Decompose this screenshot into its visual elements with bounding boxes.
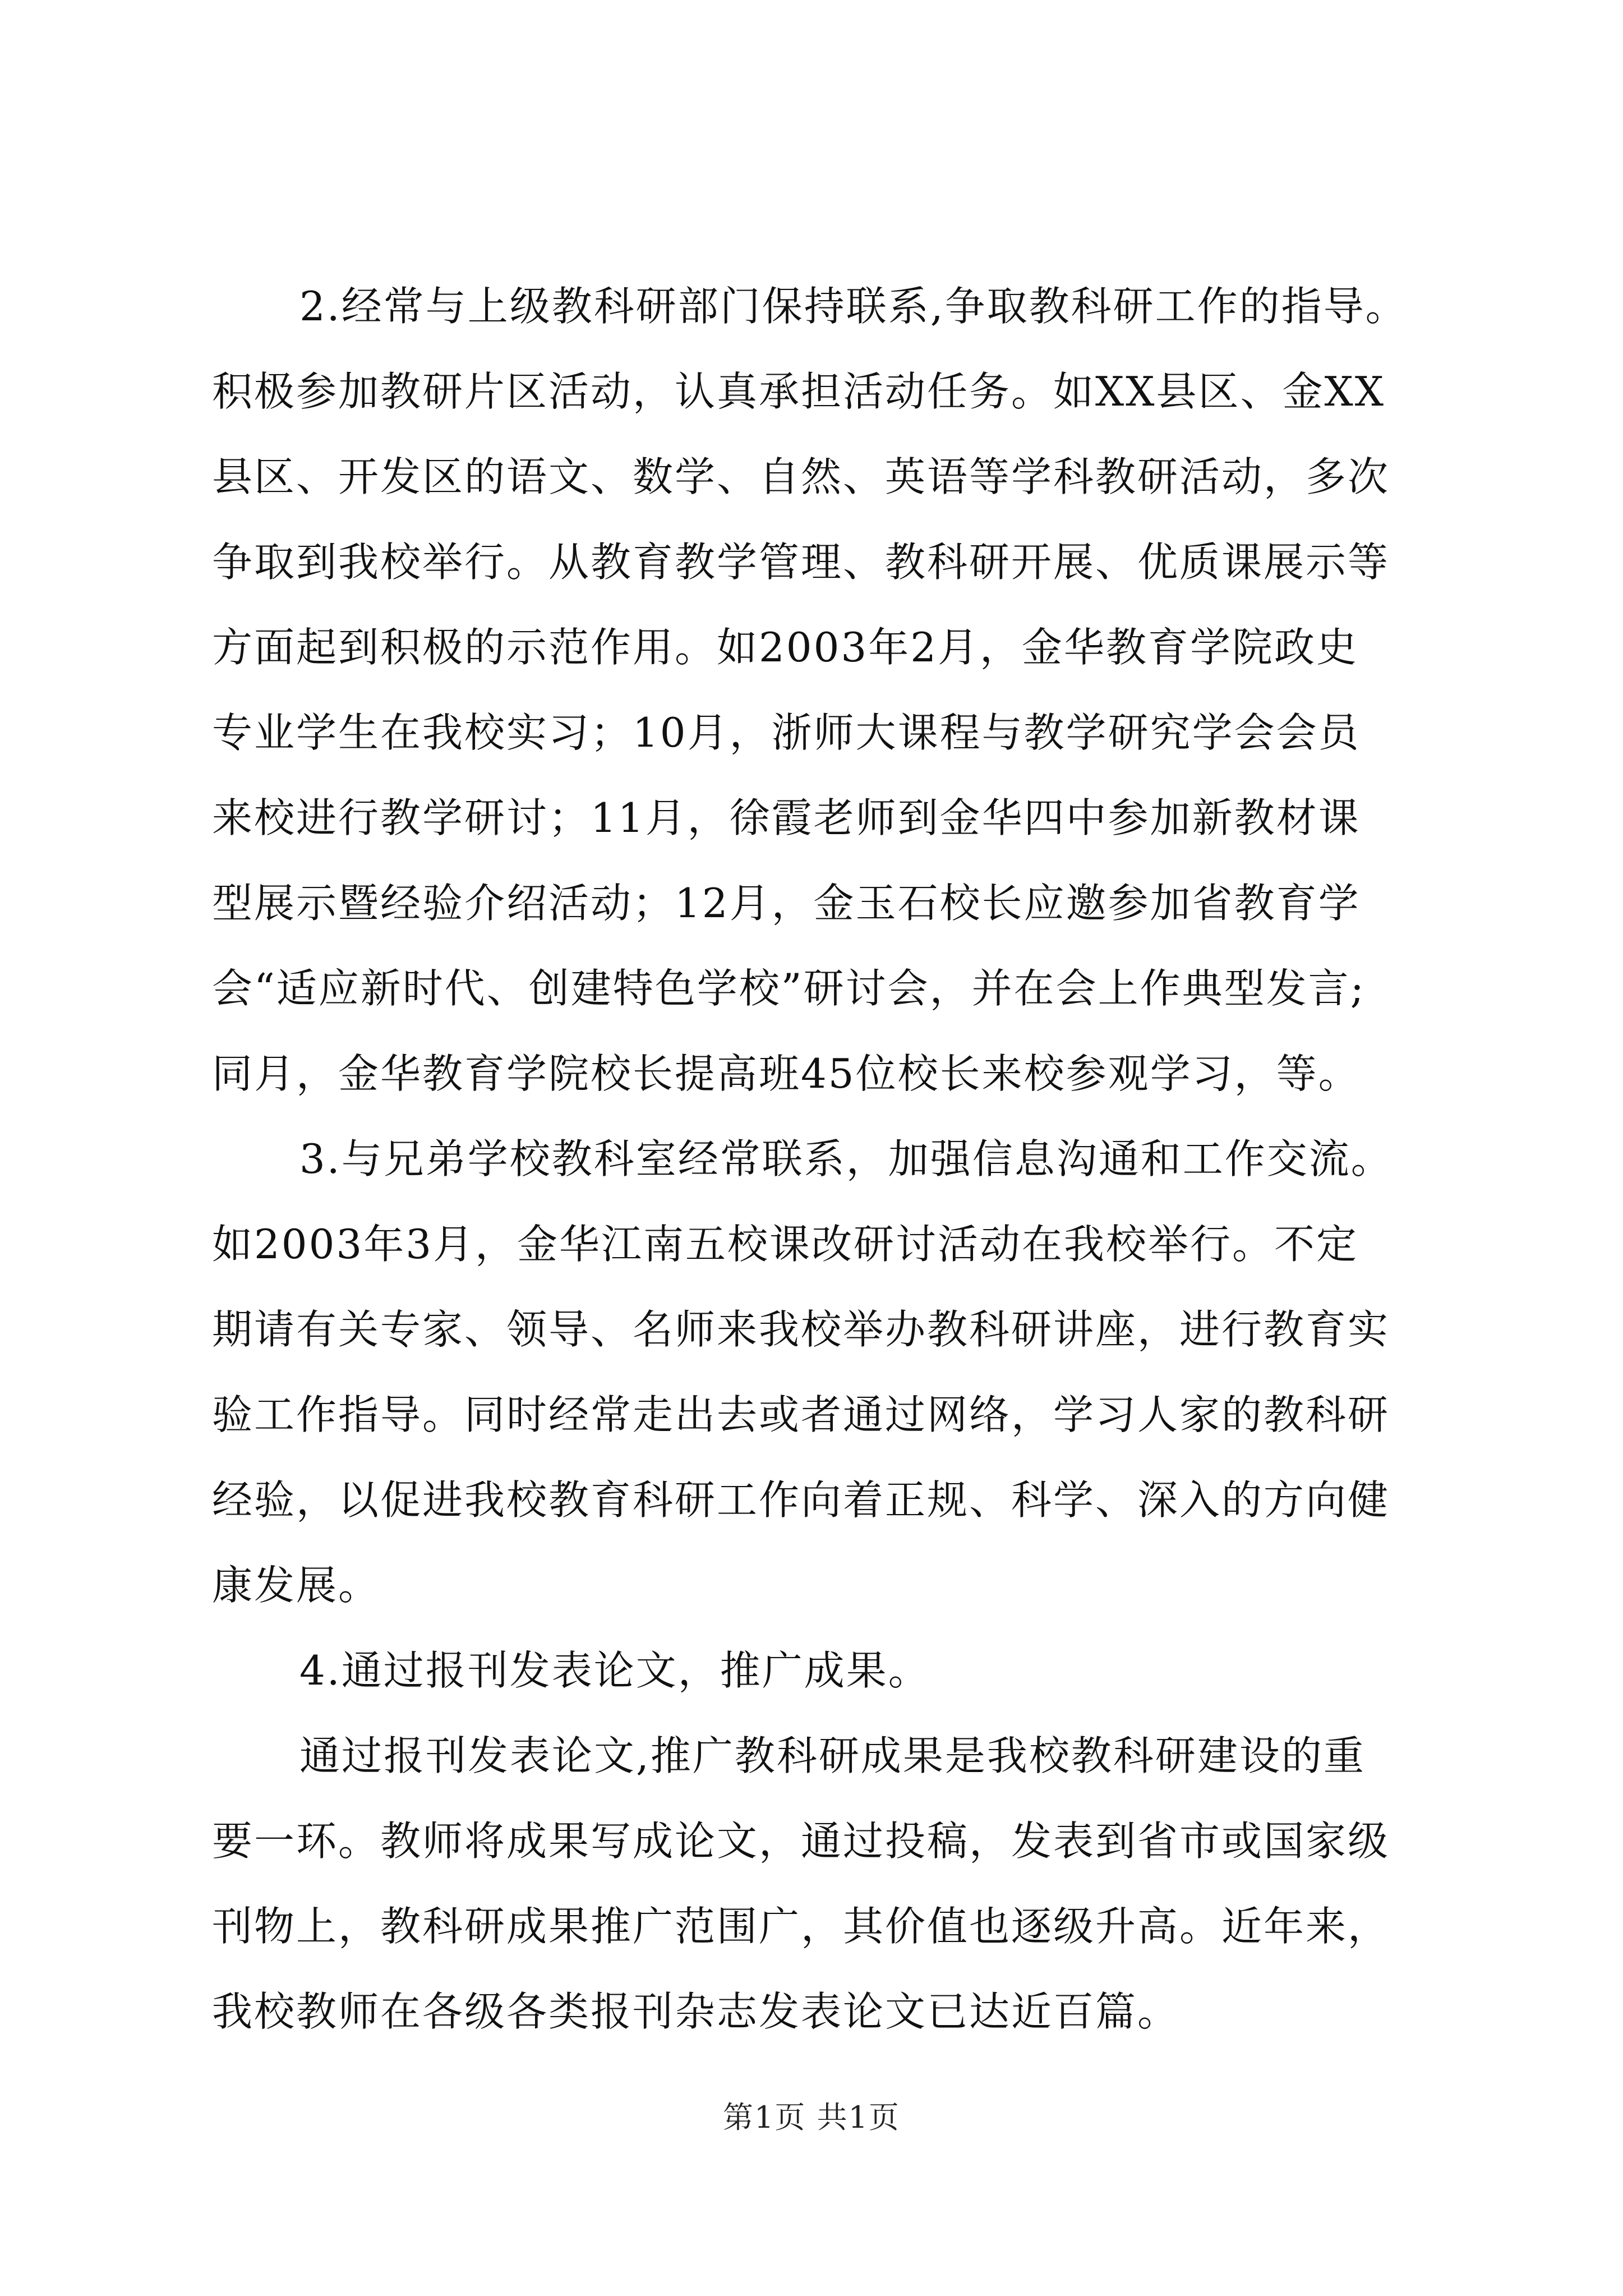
text-line: 县区、开发区的语文、数学、自然、英语等学科教研活动，多次 xyxy=(212,453,1390,500)
text-line: 同月，金华教育学院校长提高班45位校长来校参观学习，等。 xyxy=(212,1050,1361,1097)
text-line: 3.与兄弟学校教科室经常联系，加强信息沟通和工作交流。 xyxy=(299,1135,1393,1182)
text-line: 型展示暨经验介绍活动；12月，金玉石校长应邀参加省教育学 xyxy=(212,880,1361,927)
text-line: 方面起到积极的示范作用。如2003年2月，金华教育学院政史 xyxy=(212,624,1359,671)
text-line: 会“适应新时代、创建特色学校”研讨会，并在会上作典型发言; xyxy=(212,965,1366,1012)
text-line: 康发展。 xyxy=(212,1562,381,1609)
text-line: 经验，以促进我校教育科研工作向着正规、科学、深入的方向健 xyxy=(212,1476,1390,1524)
page-footer xyxy=(0,2095,1623,2140)
text-line: 来校进行教学研讨；11月，徐霞老师到金华四中参加新教材课 xyxy=(212,794,1361,841)
body-text xyxy=(212,264,1423,2054)
text-line: 我校教师在各级各类报刊杂志发表论文已达近百篇。 xyxy=(212,1988,1180,2035)
text-line: 刊物上，教科研成果推广范围广，其价值也逐级升高。近年来， xyxy=(212,1903,1390,1950)
text-line: 积极参加教研片区活动，认真承担活动任务。如XX县区、金XX xyxy=(212,368,1386,415)
page-number: 第1页 共1页 xyxy=(723,2100,900,2135)
text-line: 专业学生在我校实习；10月，浙师大课程与教学研究学会会员 xyxy=(212,709,1361,756)
text-line: 4.通过报刊发表论文，推广成果。 xyxy=(299,1647,930,1694)
text-line: 争取到我校举行。从教育教学管理、教科研开展、优质课展示等 xyxy=(212,539,1390,586)
text-line: 期请有关专家、领导、名师来我校举办教科研讲座，进行教育实 xyxy=(212,1306,1390,1353)
text-line: 验工作指导。同时经常走出去或者通过网络，学习人家的教科研 xyxy=(212,1391,1390,1438)
text-line: 2.经常与上级教科研部门保持联系,争取教科研工作的指导。 xyxy=(299,283,1408,330)
text-line: 通过报刊发表论文,推广教科研成果是我校教科研建设的重 xyxy=(299,1732,1366,1779)
text-line: 如2003年3月，金华江南五校课改研讨活动在我校举行。不定 xyxy=(212,1221,1359,1268)
text-line: 要一环。教师将成果写成论文，通过投稿，发表到省市或国家级 xyxy=(212,1818,1390,1865)
